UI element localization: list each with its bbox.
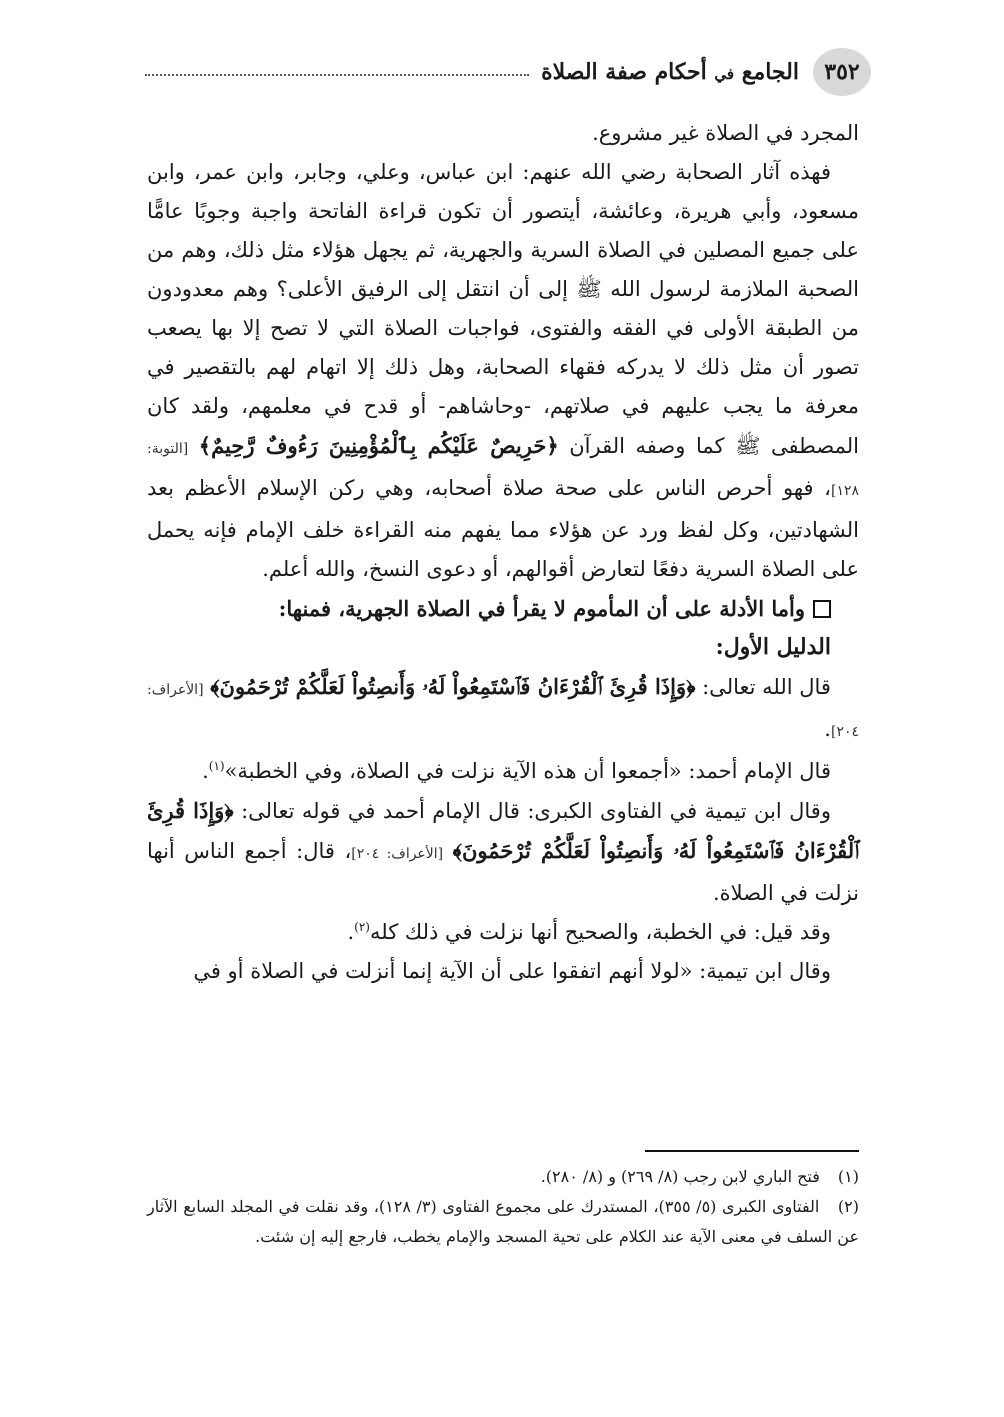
paragraph-2-text: فهذه آثار الصحابة رضي الله عنهم: ابن عباس، وعلي، وجابر، وابن عمر، وابن مسعود، وأبي هريرة، وعائشة، أيتصور أن تكون قراءة الفاتحة واجبة وجوبًا عامًّا على جميع المصلين في الصلاة السرية والجهرية، ثم يجهل هؤلاء مثل ذلك، وهم من الصحبة الملازمة لرسول الله ﷺ إلى أن انتقل إلى الرفيق الأعلى؟ وهم معدودون من الطبقة الأولى في الفقه والفتوى، فواجبات الصلاة التي لا تصح إلا بها يصعب تصور أن مثل ذلك لا يدركه فقهاء الصحابة، وهل ذلك إلا اتهام لهم بالتقصير في معرفة ما يجب عليهم في صلاتهم، -وحاشاهم- أو قدح في معلمهم، ولقد كان المصطفى ﷺ كما وصفه القرآن: [147, 160, 859, 458]
footnote-ref-2: (٢): [354, 920, 370, 934]
paragraph-1: المجرد في الصلاة غير مشروع.: [592, 121, 859, 145]
paragraph-3: قال الله تعالى: ﴿وَإِذَا قُرِئَ ٱلْقُرْءَانُ فَٱسْتَمِعُواْ لَهُۥ وَأَنصِتُواْ لَعَلَّكُمْ تُرْحَمُونَ﴾ [الأعراف: ٢٠٤].: [147, 674, 859, 741]
paragraph-6: وقد قيل: في الخطبة، والصحيح أنها نزلت في ذلك كله$^{(٢)}$.: [347, 920, 831, 944]
footnote-2-text: الفتاوى الكبرى (٥/ ٣٥٥)، المستدرك على مجموع الفتاوى (٣/ ١٢٨)، وقد نقلت في المجلد السابع الآثار عن السلف في معنى الآية عند الكلام على تحية المسجد والإمام يخطب، فارجع إليه إن شئت.: [147, 1197, 859, 1246]
section-heading-text: وأما الأدلة على أن المأموم لا يقرأ في الصلاة الجهرية، فمنها:: [278, 596, 805, 621]
paragraph-2: [147, 153, 859, 589]
paragraph-2-end: ، فهو أحرص الناس على صحة صلاة أصحابه، وهي ركن الإسلام الأعظم بعد الشهادتين، وكل لفظ ورد عن هؤلاء مما يفهم منه القراءة خلف الإمام فإنه يحمل على الصلاة السرية دفعًا لتعارض أقوالهم، أو دعوى النسخ، والله أعلم.: [147, 476, 859, 581]
footnote-2: [147, 1192, 859, 1252]
quran-verse-araf-1: ﴿وَإِذَا قُرِئَ ٱلْقُرْءَانُ فَٱسْتَمِعُواْ لَهُۥ وَأَنصِتُواْ لَعَلَّكُمْ تُرْحَمُونَ﴾: [210, 674, 696, 699]
paragraph-5-end: ، قال: أجمع الناس أنها نزلت في الصلاة.: [147, 839, 859, 905]
paragraph-4: قال الإمام أحمد: «أجمعوا أن هذه الآية نزلت في الصلاة، وفي الخطبة»$^{(١)}$.: [202, 759, 831, 783]
checkbox-square-icon: [813, 600, 831, 618]
footnote-ref-1: (١): [208, 759, 225, 773]
footnote-1: [147, 1162, 859, 1192]
citation-araf-2: [الأعراف: ٢٠٤]: [351, 846, 444, 862]
main-text: [147, 114, 859, 991]
quran-verse-tawbah: ﴿حَرِيصٌ عَلَيْكُم بِٱلْمُؤْمِنِينَ رَءُوفٌ رَّحِيمٌ﴾: [198, 433, 559, 458]
book-title-small: في: [714, 65, 735, 83]
book-title: [541, 59, 799, 85]
quran-verse-araf-2: ﴿وَإِذَا قُرِئَ ٱلْقُرْءَانُ فَٱسْتَمِعُواْ لَهُۥ وَأَنصِتُواْ لَعَلَّكُمْ تُرْحَمُونَ﴾: [147, 798, 859, 863]
citation-araf-1: [الأعراف: ٢٠٤]: [147, 682, 859, 740]
paragraph-3-text: قال الله تعالى:: [702, 675, 831, 699]
footnotes: [147, 1162, 859, 1252]
header-dotted-rule: [145, 74, 529, 76]
paragraph-4-text: قال الإمام أحمد: «أجمعوا أن هذه الآية نزلت في الصلاة، وفي الخطبة»: [224, 759, 831, 783]
section-heading: [147, 589, 859, 628]
paragraph-5-text: وقال ابن تيمية في الفتاوى الكبرى: قال الإمام أحمد في قوله تعالى:: [241, 799, 831, 823]
book-title-part2: أحكام صفة الصلاة: [541, 59, 707, 85]
footnote-1-text: فتح الباري لابن رجب (٨/ ٢٦٩) و (٨/ ٢٨٠).: [540, 1167, 820, 1186]
paragraph-5: [147, 791, 859, 913]
footnote-1-number: (١): [837, 1167, 859, 1186]
first-evidence-heading: الدليل الأول:: [715, 634, 831, 660]
book-title-part1: الجامع: [741, 59, 799, 85]
paragraph-6-text: وقد قيل: في الخطبة، والصحيح أنها نزلت في ذلك كله: [369, 920, 831, 944]
paragraph-7: وقال ابن تيمية: «لولا أنهم اتفقوا على أن الآية إنما أنزلت في الصلاة أو في: [193, 959, 831, 983]
footnote-2-number: (٢): [837, 1197, 859, 1216]
page-number: ٣٥٢: [813, 48, 871, 96]
citation-tawbah: [التوبة: ١٢٨]: [147, 441, 859, 499]
footnote-separator: [645, 1150, 859, 1152]
running-header: [145, 50, 799, 94]
